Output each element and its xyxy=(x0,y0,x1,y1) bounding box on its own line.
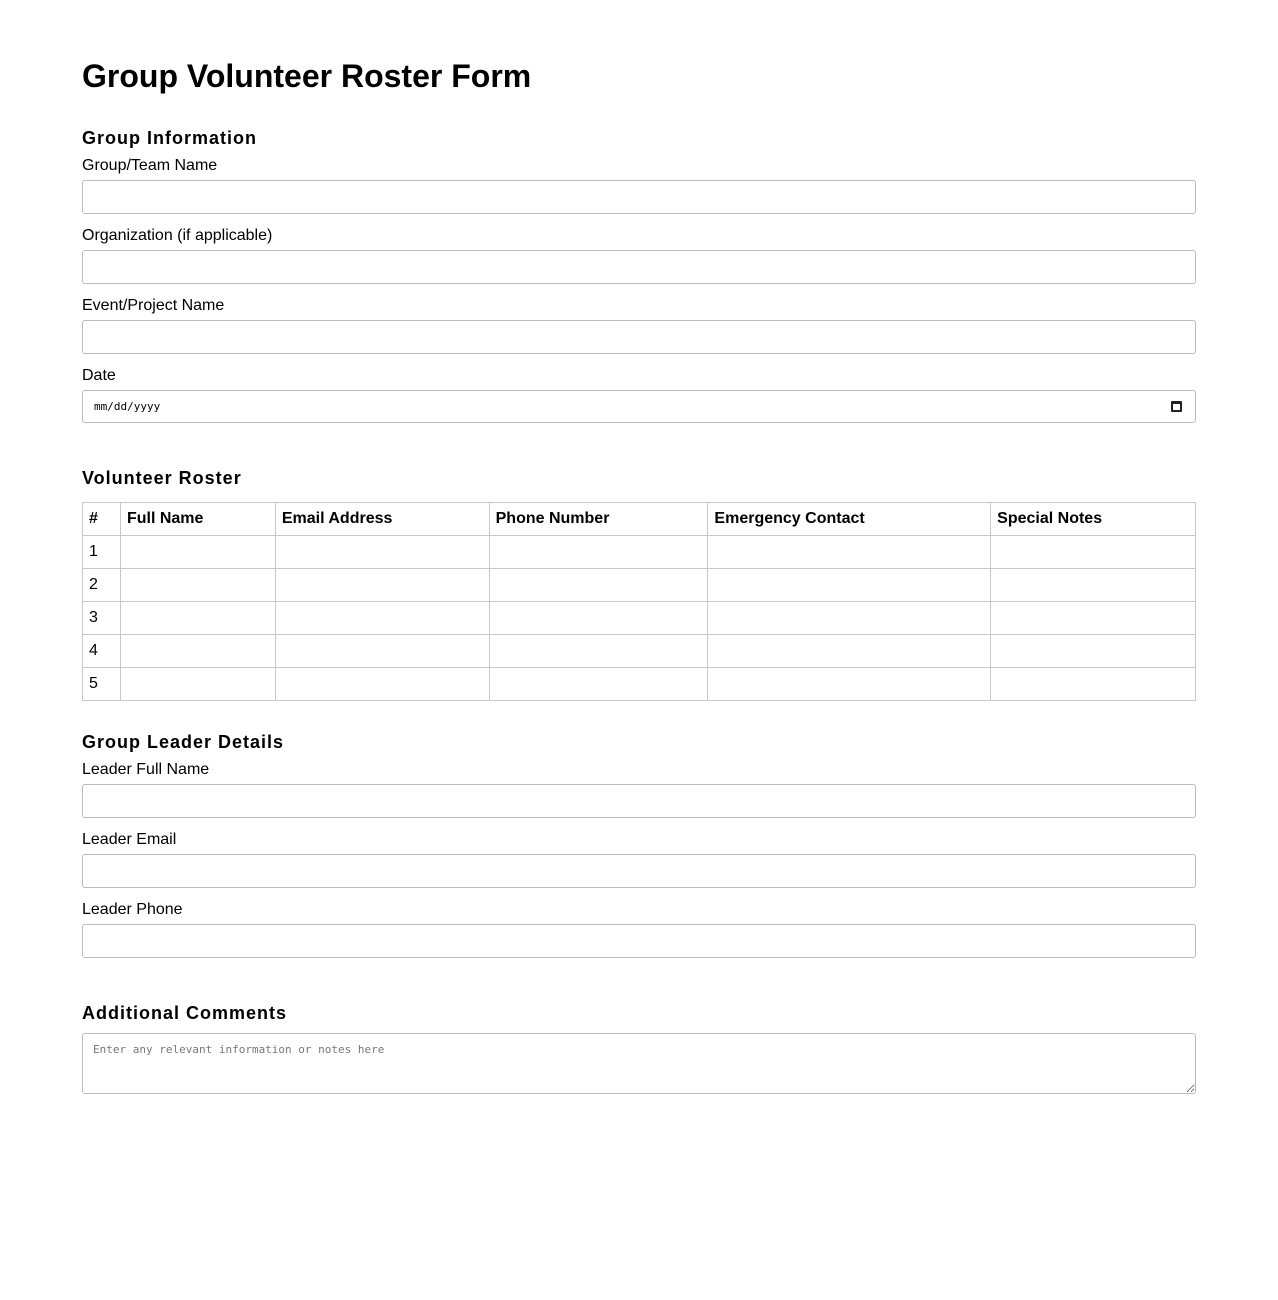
organization-input[interactable] xyxy=(82,250,1196,284)
table-row xyxy=(83,668,1196,701)
team-name-input[interactable] xyxy=(82,180,1196,214)
table-cell[interactable] xyxy=(275,635,489,668)
column-header: Full Name xyxy=(120,503,275,536)
date-input[interactable] xyxy=(82,390,1196,423)
column-header: Email Address xyxy=(275,503,489,536)
leader-name-input[interactable] xyxy=(82,784,1196,818)
table-cell[interactable] xyxy=(708,635,991,668)
row-number: 5 xyxy=(83,668,121,701)
table-cell[interactable] xyxy=(991,569,1196,602)
table-cell[interactable] xyxy=(120,536,275,569)
table-row xyxy=(83,569,1196,602)
column-header: Phone Number xyxy=(489,503,708,536)
row-number: 4 xyxy=(83,635,121,668)
comments-textarea[interactable] xyxy=(82,1033,1196,1094)
roster-table xyxy=(82,502,1196,701)
table-cell[interactable] xyxy=(120,668,275,701)
section-heading-group-info: Group Information xyxy=(82,128,257,148)
table-cell[interactable] xyxy=(489,569,708,602)
table-cell[interactable] xyxy=(275,668,489,701)
table-cell[interactable] xyxy=(489,668,708,701)
table-cell[interactable] xyxy=(120,569,275,602)
table-cell[interactable] xyxy=(275,569,489,602)
table-cell[interactable] xyxy=(489,602,708,635)
table-cell[interactable] xyxy=(275,602,489,635)
table-cell[interactable] xyxy=(275,536,489,569)
team-name-label: Group/Team Name xyxy=(82,157,218,174)
section-heading-leader: Group Leader Details xyxy=(82,732,285,752)
leader-phone-label: Leader Phone xyxy=(82,901,183,918)
table-row xyxy=(83,635,1196,668)
table-cell[interactable] xyxy=(708,569,991,602)
table-row xyxy=(83,602,1196,635)
leader-email-label: Leader Email xyxy=(82,831,177,848)
page-title: Group Volunteer Roster Form xyxy=(82,58,532,94)
leader-name-label: Leader Full Name xyxy=(82,761,210,778)
calendar-icon[interactable] xyxy=(1171,401,1182,412)
table-cell[interactable] xyxy=(708,536,991,569)
section-heading-roster: Volunteer Roster xyxy=(82,468,242,488)
event-name-input[interactable] xyxy=(82,320,1196,354)
table-cell[interactable] xyxy=(489,635,708,668)
column-header: Special Notes xyxy=(991,503,1196,536)
table-cell[interactable] xyxy=(991,536,1196,569)
row-number: 2 xyxy=(83,569,121,602)
date-placeholder: mm/dd/yyyy xyxy=(94,400,161,413)
table-cell[interactable] xyxy=(991,635,1196,668)
table-cell[interactable] xyxy=(991,602,1196,635)
event-name-label: Event/Project Name xyxy=(82,297,225,314)
leader-email-input[interactable] xyxy=(82,854,1196,888)
table-row xyxy=(83,536,1196,569)
section-heading-comments: Additional Comments xyxy=(82,1003,288,1023)
table-header-row xyxy=(83,503,1196,536)
table-cell[interactable] xyxy=(120,635,275,668)
date-label: Date xyxy=(82,367,116,384)
row-number: 1 xyxy=(83,536,121,569)
column-header: Emergency Contact xyxy=(708,503,991,536)
table-cell[interactable] xyxy=(120,602,275,635)
table-cell[interactable] xyxy=(489,536,708,569)
organization-label: Organization (if applicable) xyxy=(82,227,273,244)
table-cell[interactable] xyxy=(991,668,1196,701)
table-cell[interactable] xyxy=(708,602,991,635)
leader-phone-input[interactable] xyxy=(82,924,1196,958)
row-number: 3 xyxy=(83,602,121,635)
table-cell[interactable] xyxy=(708,668,991,701)
column-header: # xyxy=(83,503,121,536)
